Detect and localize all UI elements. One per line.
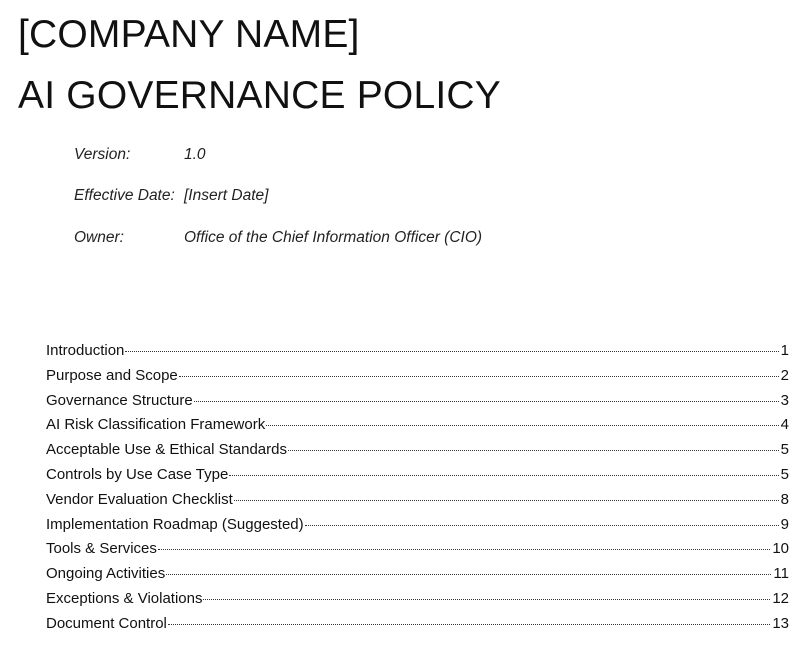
toc-entry-page: 13: [772, 614, 789, 632]
version-value: 1.0: [184, 145, 206, 163]
toc-entry-vendor-evaluation[interactable]: [46, 491, 789, 516]
toc-entry-page: 9: [780, 515, 789, 533]
toc-entry-controls-by-use-case[interactable]: [46, 466, 789, 491]
toc-entry-title: Introduction: [46, 342, 125, 359]
toc-dot-leader: [203, 599, 770, 600]
owner-row: [74, 217, 482, 259]
toc-entry-page: 5: [780, 441, 789, 459]
toc-entry-document-control[interactable]: [46, 615, 789, 640]
toc-dot-leader: [168, 624, 770, 625]
toc-entry-title: Exceptions & Violations: [46, 589, 203, 607]
toc-entry-purpose-and-scope[interactable]: [46, 367, 789, 392]
toc-dot-leader: [229, 475, 778, 476]
toc-dot-leader: [305, 525, 779, 526]
document-metadata: [74, 134, 482, 259]
effective-date-row: [74, 176, 482, 218]
toc-entry-page: 5: [780, 465, 789, 483]
toc-entry-governance-structure[interactable]: [46, 392, 789, 417]
effective-date-label: Effective Date:: [74, 187, 175, 205]
toc-dot-leader: [125, 351, 778, 352]
toc-entry-page: 8: [780, 490, 789, 508]
toc-dot-leader: [166, 574, 771, 575]
toc-entry-introduction[interactable]: [46, 342, 789, 367]
toc-dot-leader: [194, 401, 779, 402]
toc-entry-acceptable-use[interactable]: [46, 441, 789, 466]
owner-value: Office of the Chief Information Officer (CIO): [184, 228, 483, 246]
version-row: [74, 134, 482, 176]
policy-title-heading: AI GOVERNANCE POLICY: [18, 74, 501, 117]
toc-entry-exceptions-and-violations[interactable]: [46, 590, 789, 615]
toc-entry-title: AI Risk Classification Framework: [46, 416, 266, 434]
toc-entry-tools-and-services[interactable]: [46, 540, 789, 565]
toc-entry-page: 2: [780, 366, 789, 384]
toc-dot-leader: [158, 549, 770, 550]
effective-date-value: [Insert Date]: [184, 187, 269, 205]
toc-entry-page: 12: [772, 589, 789, 607]
toc-entry-title: Governance Structure: [46, 391, 193, 409]
toc-entry-title: Purpose and Scope: [46, 366, 178, 384]
toc-entry-title: Acceptable Use & Ethical Standards: [46, 441, 287, 459]
owner-label: Owner:: [74, 228, 124, 246]
version-label: Version:: [74, 145, 131, 163]
toc-entry-page: 10: [772, 540, 789, 558]
toc-entry-title: Vendor Evaluation Checklist: [46, 490, 233, 508]
toc-entry-ongoing-activities[interactable]: [46, 565, 789, 590]
toc-dot-leader: [266, 425, 778, 426]
toc-dot-leader: [288, 450, 779, 451]
toc-entry-title: Implementation Roadmap (Suggested): [46, 515, 304, 533]
toc-entry-ai-risk-classification[interactable]: [46, 416, 789, 441]
toc-dot-leader: [179, 376, 779, 377]
toc-entry-title: Controls by Use Case Type: [46, 465, 229, 483]
toc-entry-page: 3: [780, 391, 789, 409]
toc-dot-leader: [234, 500, 779, 501]
toc-entry-page: 1: [780, 342, 789, 359]
toc-entry-page: 4: [780, 416, 789, 434]
table-of-contents: [46, 342, 789, 640]
toc-entry-page: 11: [773, 565, 789, 583]
toc-entry-implementation-roadmap[interactable]: [46, 516, 789, 541]
toc-entry-title: Ongoing Activities: [46, 565, 166, 583]
document-title-block: [18, 4, 501, 126]
toc-entry-title: Document Control: [46, 614, 167, 632]
toc-entry-title: Tools & Services: [46, 540, 157, 558]
company-name-heading: [COMPANY NAME]: [18, 13, 360, 56]
